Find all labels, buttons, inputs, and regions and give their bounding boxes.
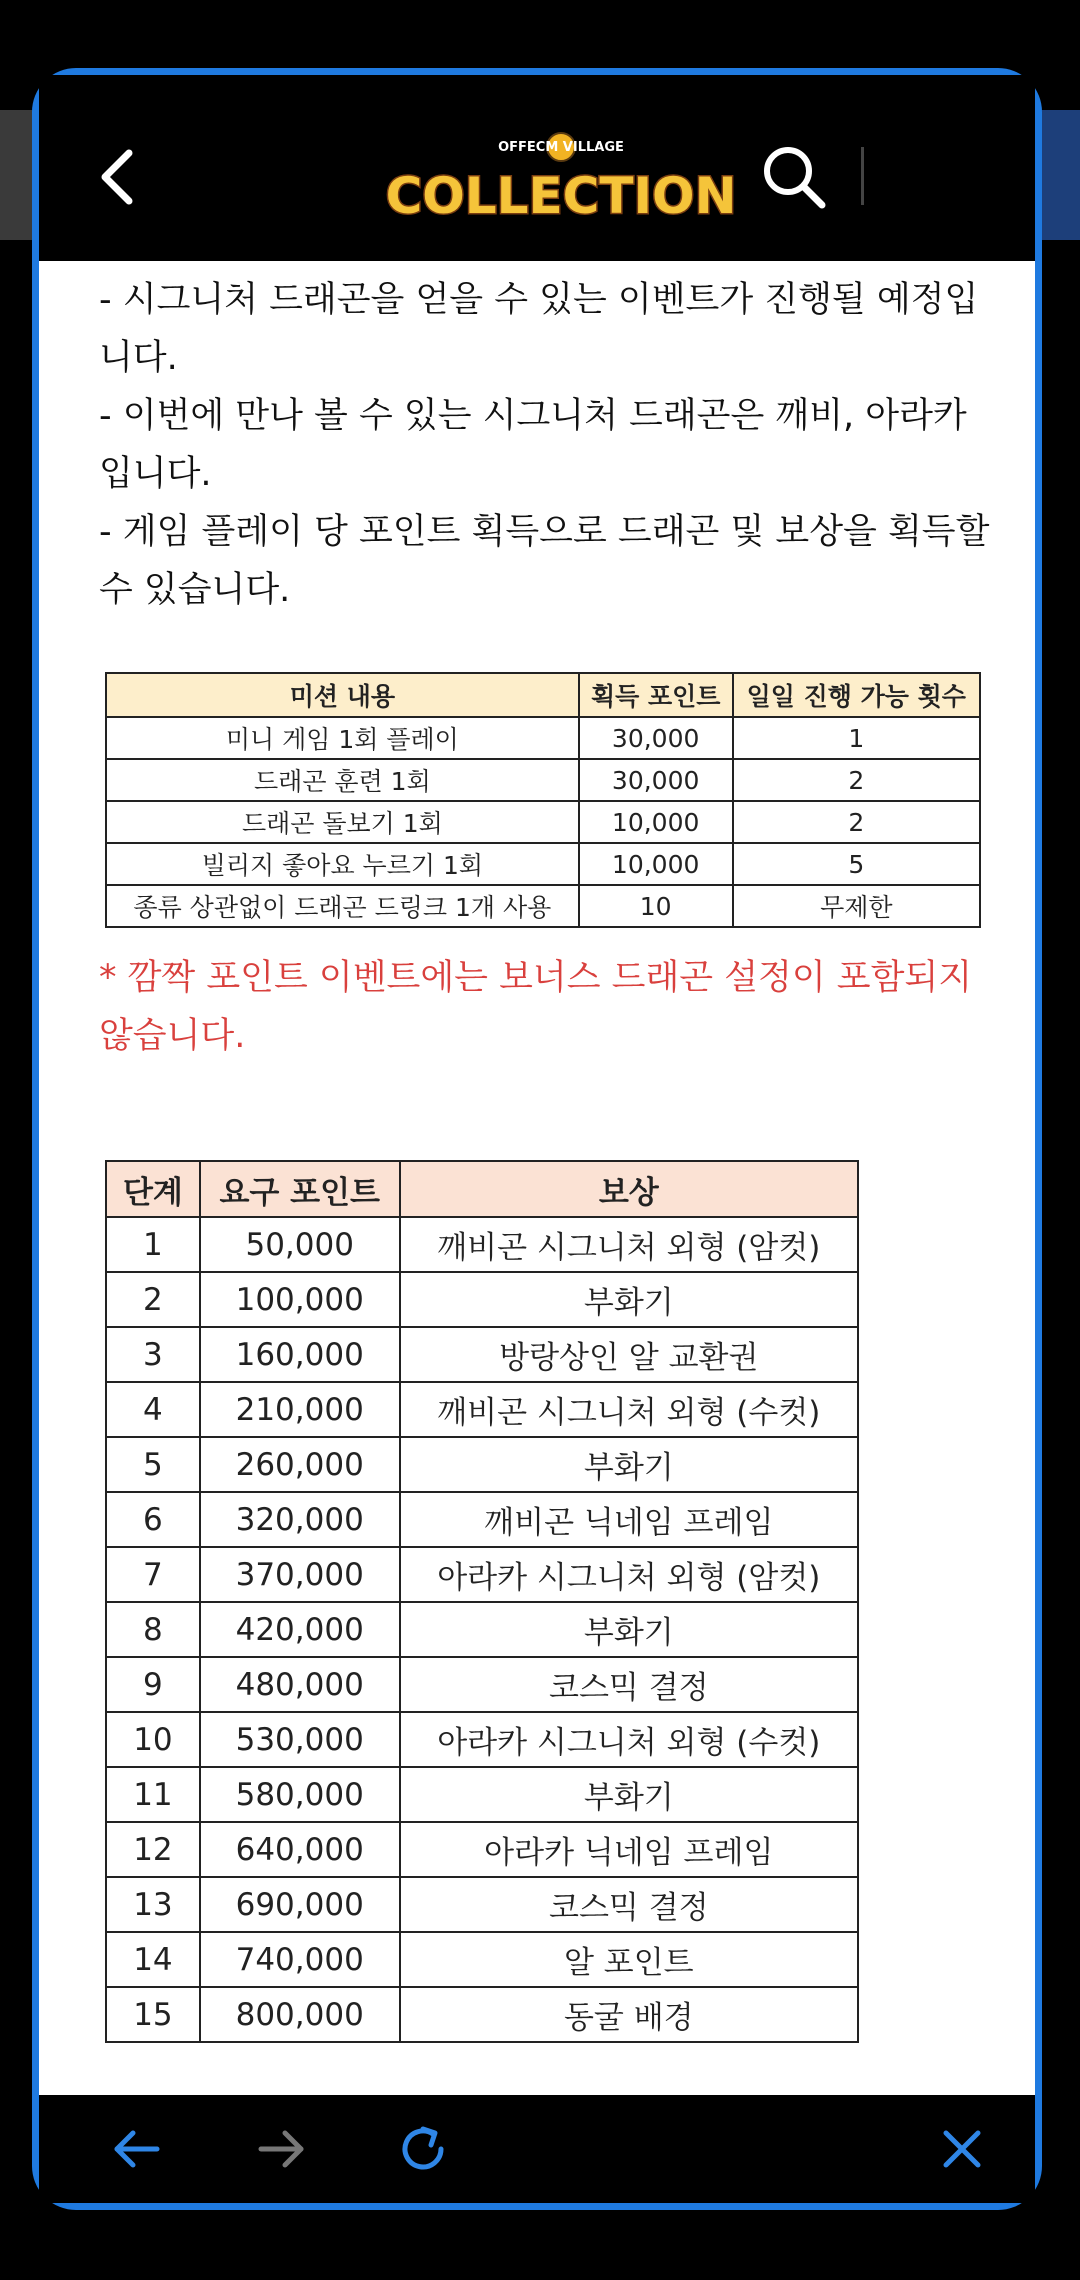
arrow-right-icon[interactable] [251, 2119, 311, 2179]
table-row [106, 1877, 858, 1932]
column-header: 단계 [106, 1161, 200, 1217]
table-cell: 8 [106, 1602, 200, 1657]
table-row [106, 1932, 858, 1987]
table-cell: 420,000 [200, 1602, 400, 1657]
table-row [106, 1547, 858, 1602]
table-cell: 370,000 [200, 1547, 400, 1602]
column-header: 미션 내용 [106, 673, 579, 717]
table-cell: 미니 게임 1회 플레이 [106, 717, 579, 759]
column-header: 요구 포인트 [200, 1161, 400, 1217]
table-row [106, 759, 980, 801]
table-cell: 방랑상인 알 교환권 [400, 1327, 858, 1382]
note-line: - 시그니처 드래곤을 얻을 수 있는 이벤트가 진행될 예정입니다. [99, 280, 979, 378]
table-cell: 드래곤 돌보기 1회 [106, 801, 579, 843]
table-cell: 320,000 [200, 1492, 400, 1547]
table-cell: 160,000 [200, 1327, 400, 1382]
table-cell: 깨비곤 닉네임 프레임 [400, 1492, 858, 1547]
note-line: - 이번에 만나 볼 수 있는 시그니처 드래곤은 깨비, 아라카 입니다. [99, 396, 967, 494]
toolbar-divider [861, 147, 864, 205]
logo-top-text: OFFECM VILLAGE [498, 140, 624, 155]
table-cell: 10,000 [579, 801, 733, 843]
table-cell: 14 [106, 1932, 200, 1987]
table-header-row [106, 673, 980, 717]
top-bar [39, 75, 1035, 261]
table-row [106, 1382, 858, 1437]
table-cell: 530,000 [200, 1712, 400, 1767]
close-icon[interactable] [932, 2119, 992, 2179]
table-row [106, 843, 980, 885]
mission-table [105, 672, 981, 928]
table-cell: 1 [106, 1217, 200, 1272]
table-cell: 깨비곤 시그니처 외형 (암컷) [400, 1217, 858, 1272]
search-icon[interactable] [759, 142, 829, 212]
table-cell: 드래곤 훈련 1회 [106, 759, 579, 801]
collection-logo [385, 125, 737, 235]
table-cell: 800,000 [200, 1987, 400, 2042]
table-cell: 5 [106, 1437, 200, 1492]
table-row [106, 1492, 858, 1547]
table-cell: 아라카 닉네임 프레임 [400, 1822, 858, 1877]
bonus-warning-text: * 깜짝 포인트 이벤트에는 보너스 드래곤 설정이 포함되지 않습니다. [99, 958, 973, 1056]
arrow-left-icon[interactable] [107, 2119, 167, 2179]
table-cell: 부화기 [400, 1767, 858, 1822]
table-row [106, 801, 980, 843]
table-cell: 210,000 [200, 1382, 400, 1437]
table-row [106, 1272, 858, 1327]
refresh-icon[interactable] [393, 2119, 453, 2179]
table-cell: 3 [106, 1327, 200, 1382]
table-cell: 코스믹 결정 [400, 1657, 858, 1712]
table-cell: 740,000 [200, 1932, 400, 1987]
table-cell: 깨비곤 시그니처 외형 (수컷) [400, 1382, 858, 1437]
table-cell: 코스믹 결정 [400, 1877, 858, 1932]
table-cell: 부화기 [400, 1602, 858, 1657]
table-cell: 50,000 [200, 1217, 400, 1272]
table-cell: 2 [106, 1272, 200, 1327]
table-cell: 690,000 [200, 1877, 400, 1932]
column-header: 획득 포인트 [579, 673, 733, 717]
table-cell: 부화기 [400, 1272, 858, 1327]
table-cell: 15 [106, 1987, 200, 2042]
table-cell: 7 [106, 1547, 200, 1602]
table-row [106, 1822, 858, 1877]
table-row [106, 1767, 858, 1822]
table-header-row [106, 1161, 858, 1217]
chevron-left-icon[interactable] [95, 147, 139, 207]
table-row [106, 1712, 858, 1767]
table-cell: 30,000 [579, 759, 733, 801]
note-line: - 게임 플레이 당 포인트 획득으로 드래곤 및 보상을 획득할 수 있습니다. [99, 512, 990, 610]
table-cell: 10 [579, 885, 733, 927]
table-row [106, 1987, 858, 2042]
table-cell: 10,000 [579, 843, 733, 885]
reward-table [105, 1160, 859, 2043]
bottom-nav-bar [39, 2095, 1035, 2203]
table-row [106, 717, 980, 759]
table-cell: 30,000 [579, 717, 733, 759]
table-cell: 1 [733, 717, 980, 759]
popup-browser-frame [32, 68, 1042, 2210]
table-row [106, 1657, 858, 1712]
table-row [106, 885, 980, 927]
logo-main-text: COLLECTION [385, 167, 737, 225]
table-cell: 13 [106, 1877, 200, 1932]
table-cell: 5 [733, 843, 980, 885]
table-cell: 동굴 배경 [400, 1987, 858, 2042]
table-cell: 2 [733, 801, 980, 843]
table-cell: 580,000 [200, 1767, 400, 1822]
table-cell: 10 [106, 1712, 200, 1767]
table-cell: 아라카 시그니처 외형 (수컷) [400, 1712, 858, 1767]
table-cell: 4 [106, 1382, 200, 1437]
table-cell: 알 포인트 [400, 1932, 858, 1987]
column-header: 보상 [400, 1161, 858, 1217]
table-row [106, 1327, 858, 1382]
table-cell: 6 [106, 1492, 200, 1547]
table-row [106, 1217, 858, 1272]
table-cell: 무제한 [733, 885, 980, 927]
column-header: 일일 진행 가능 횟수 [733, 673, 980, 717]
table-cell: 부화기 [400, 1437, 858, 1492]
table-cell: 12 [106, 1822, 200, 1877]
page-content[interactable] [39, 261, 1035, 2105]
table-cell: 아라카 시그니처 외형 (암컷) [400, 1547, 858, 1602]
table-row [106, 1437, 858, 1492]
table-cell: 9 [106, 1657, 200, 1712]
table-cell: 260,000 [200, 1437, 400, 1492]
table-cell: 2 [733, 759, 980, 801]
table-cell: 11 [106, 1767, 200, 1822]
table-cell: 640,000 [200, 1822, 400, 1877]
table-cell: 480,000 [200, 1657, 400, 1712]
table-cell: 100,000 [200, 1272, 400, 1327]
table-cell: 빌리지 좋아요 누르기 1회 [106, 843, 579, 885]
table-cell: 종류 상관없이 드래곤 드링크 1개 사용 [106, 885, 579, 927]
event-notes [99, 271, 999, 619]
table-row [106, 1602, 858, 1657]
